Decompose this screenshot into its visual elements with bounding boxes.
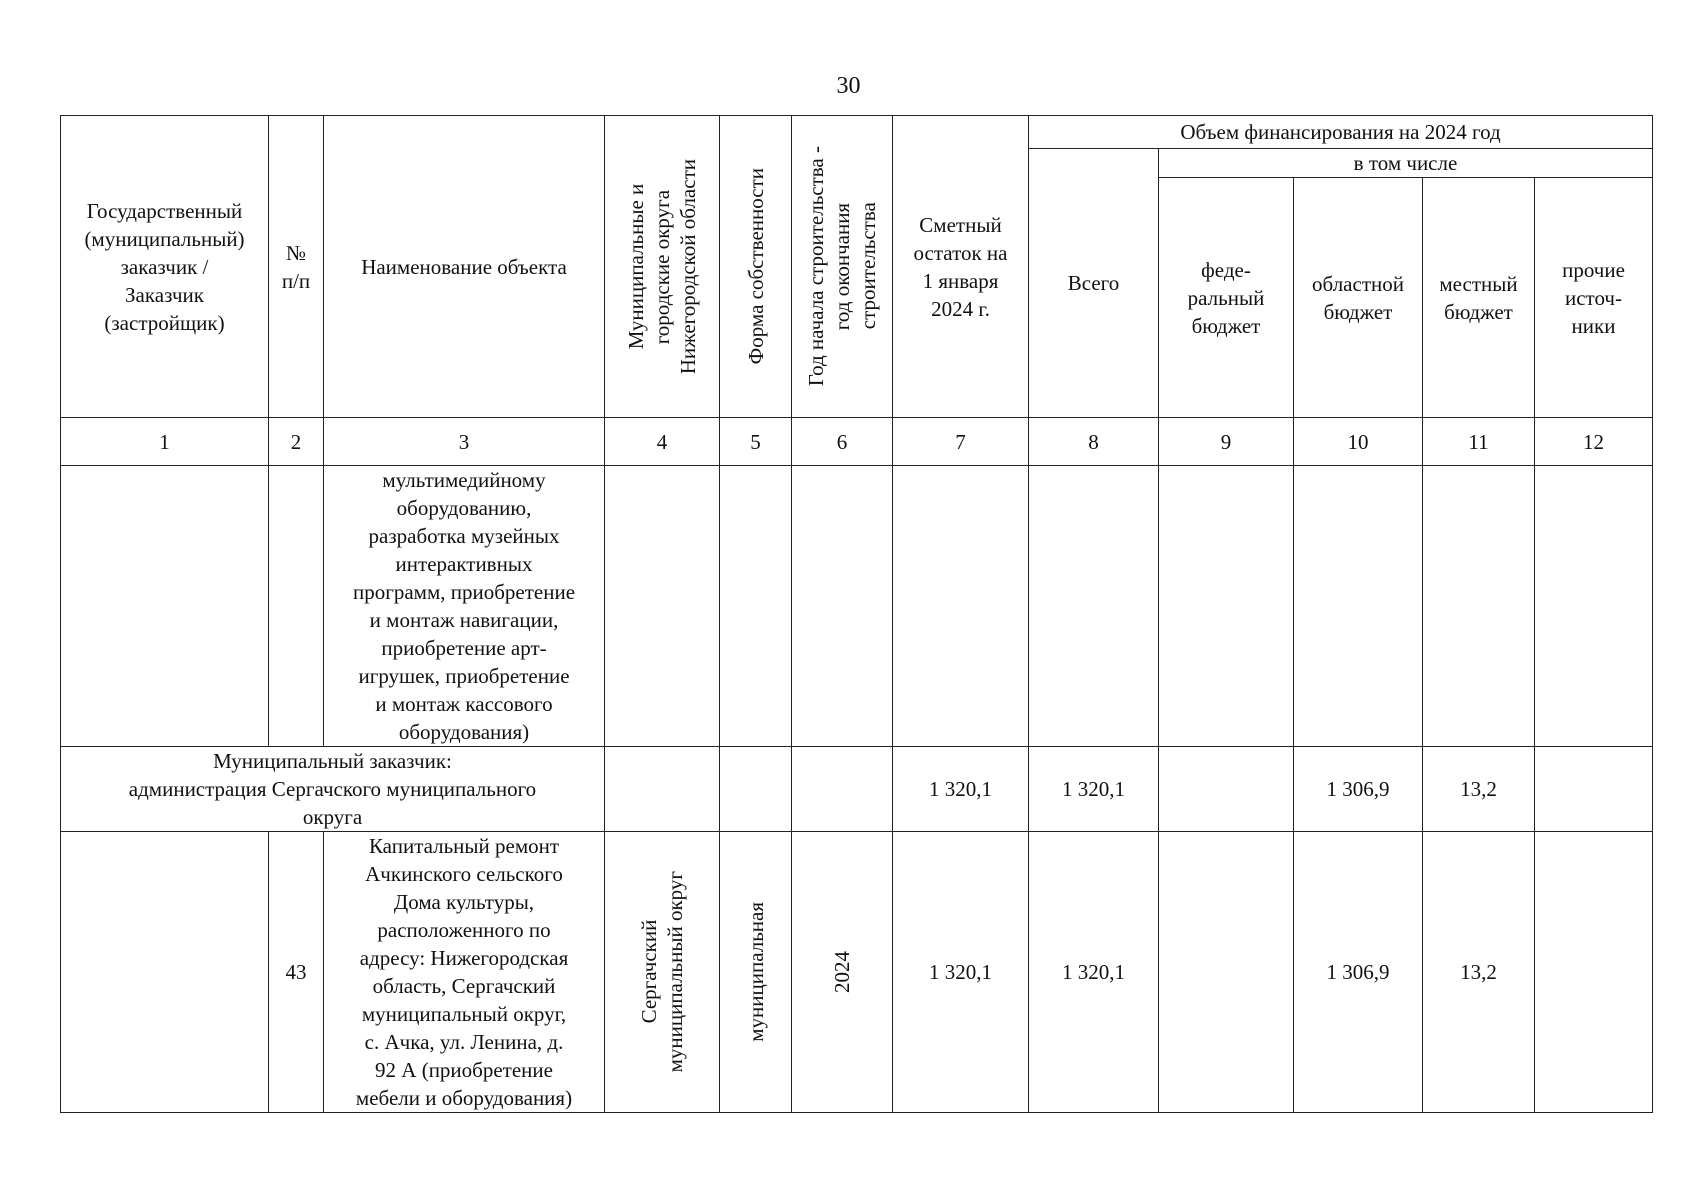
continuation-text-content: мультимедийному оборудованию, разработка музейных интерактивных программ, приобретение и монтаж навигации, приобретение арт- игрушек, приобретение и монтаж кассового оборудования) [352,468,576,744]
header-including: в том числе [1159,149,1653,178]
column-number: 12 [1535,418,1653,466]
header-number: № п/п [269,116,324,418]
object-number: 43 [269,832,324,1113]
table-cell [1029,466,1159,747]
header-ownership-text: Форма собственности [743,168,768,365]
column-number: 10 [1294,418,1423,466]
object-municipal-text: Сергачский муниципальный округ [637,871,687,1073]
header-row-1 [61,116,1653,149]
group-label-text: Муниципальный заказчик: администрация Сергачского муниципального округа [128,749,537,829]
table-cell [269,466,324,747]
object-total: 1 320,1 [1029,832,1159,1113]
column-number: 1 [61,418,269,466]
object-other [1535,832,1653,1113]
header-estimate: Сметный остаток на 1 января 2024 г. [893,116,1029,418]
table-cell [605,747,720,832]
object-ownership-text: муниципальная [743,902,768,1042]
page-number: 30 [836,73,861,99]
table-cell [61,832,269,1113]
column-number: 2 [269,418,324,466]
object-local: 13,2 [1423,832,1535,1113]
column-number: 8 [1029,418,1159,466]
object-name-text: Капитальный ремонт Ачкинского сельского Дома культуры, расположенного по адресу: Нижегородская область, Сергачский муниципальный округ, с. Ачка, ул. Ленина, д. 92 А (приобретение мебели и оборудования) [355,834,573,1110]
financing-table [60,115,1653,1113]
column-number: 7 [893,418,1029,466]
table-cell [720,466,792,747]
group-total: 1 320,1 [1029,747,1159,832]
group-federal [1159,747,1294,832]
group-row [61,747,1653,832]
object-name [324,832,605,1113]
table-cell [792,747,893,832]
table-cell [1423,466,1535,747]
object-municipal [605,832,720,1113]
continuation-row [61,466,1653,747]
table-cell [1159,466,1294,747]
object-row [61,832,1653,1113]
group-regional: 1 306,9 [1294,747,1423,832]
header-years-text: Год начала строительства - год окончания строительства [804,146,880,387]
column-number: 9 [1159,418,1294,466]
table-cell [61,466,269,747]
object-estimate: 1 320,1 [893,832,1029,1113]
object-ownership [720,832,792,1113]
object-regional: 1 306,9 [1294,832,1423,1113]
header-local: местный бюджет [1423,178,1535,418]
table-cell [720,747,792,832]
header-other: прочие источ- ники [1535,178,1653,418]
table-cell [1294,466,1423,747]
table-cell [1535,466,1653,747]
object-federal [1159,832,1294,1113]
object-years-text: 2024 [830,951,854,993]
header-customer: Государственный (муниципальный) заказчик / Заказчик (застройщик) [61,116,269,418]
group-other [1535,747,1653,832]
group-estimate: 1 320,1 [893,747,1029,832]
table-cell [792,466,893,747]
column-number: 5 [720,418,792,466]
header-total: Всего [1029,149,1159,418]
header-years [792,116,893,418]
continuation-text [324,466,605,747]
table-cell [605,466,720,747]
header-regional: областной бюджет [1294,178,1423,418]
group-local: 13,2 [1423,747,1535,832]
header-municipal [605,116,720,418]
column-number: 3 [324,418,605,466]
object-years [792,832,893,1113]
header-object-name: Наименование объекта [324,116,605,418]
header-municipal-text: Муниципальные и городские округа Нижегородской области [624,158,700,375]
header-federal: феде- ральный бюджет [1159,178,1294,418]
group-label [61,747,605,832]
column-number: 11 [1423,418,1535,466]
column-number: 4 [605,418,720,466]
column-number-row [61,418,1653,466]
table-cell [893,466,1029,747]
column-number: 6 [792,418,893,466]
header-financing: Объем финансирования на 2024 год [1029,116,1653,149]
header-ownership [720,116,792,418]
